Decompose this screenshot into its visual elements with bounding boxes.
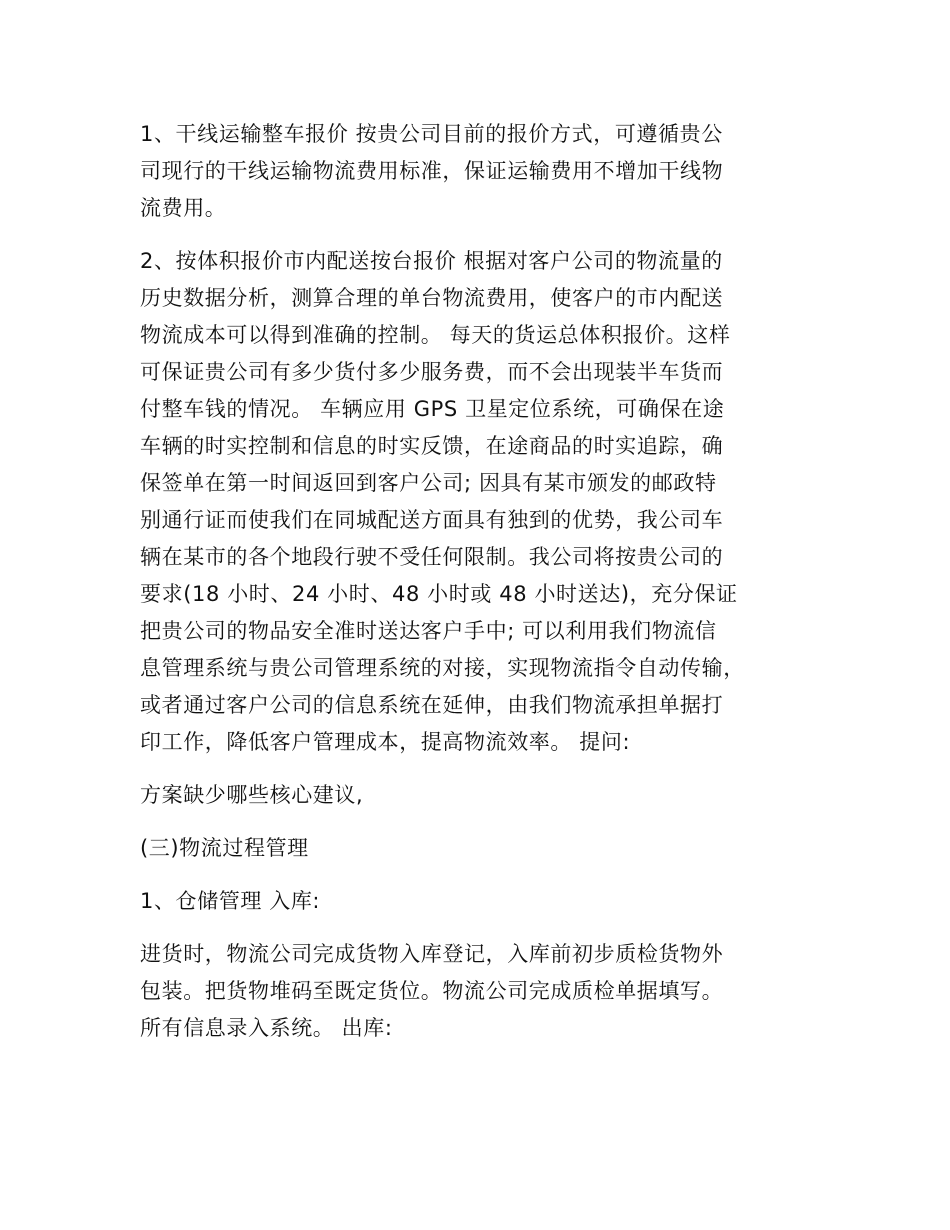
text-line: 物流成本可以得到准确的控制。 每天的货运总体积报价。这样 xyxy=(140,323,731,347)
text-line: 司现行的干线运输物流费用标准，保证运输费用不增加干线物 xyxy=(140,159,724,183)
document-body xyxy=(140,116,820,1063)
paragraph xyxy=(140,777,820,814)
paragraph xyxy=(140,936,820,1047)
text-line: 2、按体积报价市内配送按台报价 根据对客户公司的物流量的 xyxy=(140,249,723,273)
text-line: (三)物流过程管理 xyxy=(140,836,309,860)
paragraph xyxy=(140,883,820,920)
text-line: 进货时，物流公司完成货物入库登记，入库前初步质检货物外 xyxy=(140,942,724,966)
text-line: 1、仓储管理 入库: xyxy=(140,889,321,913)
text-line: 付整车钱的情况。 车辆应用 GPS 卫星定位系统，可确保在途 xyxy=(140,397,725,421)
text-line: 方案缺少哪些核心建议, xyxy=(140,783,364,807)
text-line: 包装。把货物堆码至既定货位。物流公司完成质检单据填写。 xyxy=(140,979,724,1003)
text-line: 车辆的时实控制和信息的时实反馈，在途商品的时实追踪，确 xyxy=(140,434,724,458)
text-line: 要求(18 小时、24 小时、48 小时或 48 小时送达)，充分保证 xyxy=(140,582,738,606)
text-line: 历史数据分析，测算合理的单台物流费用，使客户的市内配送 xyxy=(140,286,724,310)
paragraph xyxy=(140,116,820,227)
text-line: 1、干线运输整车报价 按贵公司目前的报价方式，可遵循贵公 xyxy=(140,122,723,146)
paragraph xyxy=(140,243,820,761)
text-line: 流费用。 xyxy=(140,196,227,220)
text-line: 息管理系统与贵公司管理系统的对接，实现物流指令自动传输， xyxy=(140,656,745,680)
text-line: 把贵公司的物品安全准时送达客户手中; 可以利用我们物流信 xyxy=(140,619,717,643)
text-line: 或者通过客户公司的信息系统在延伸，由我们物流承担单据打 xyxy=(140,693,724,717)
text-line: 印工作，降低客户管理成本，提高物流效率。 提问: xyxy=(140,730,631,754)
paragraph xyxy=(140,830,820,867)
text-line: 所有信息录入系统。 出库: xyxy=(140,1016,393,1040)
text-line: 别通行证而使我们在同城配送方面具有独到的优势，我公司车 xyxy=(140,508,724,532)
text-line: 保签单在第一时间返回到客户公司; 因具有某市颁发的邮政特 xyxy=(140,471,717,495)
text-line: 辆在某市的各个地段行驶不受任何限制。我公司将按贵公司的 xyxy=(140,545,724,569)
text-line: 可保证贵公司有多少货付多少服务费，而不会出现装半车货而 xyxy=(140,360,724,384)
